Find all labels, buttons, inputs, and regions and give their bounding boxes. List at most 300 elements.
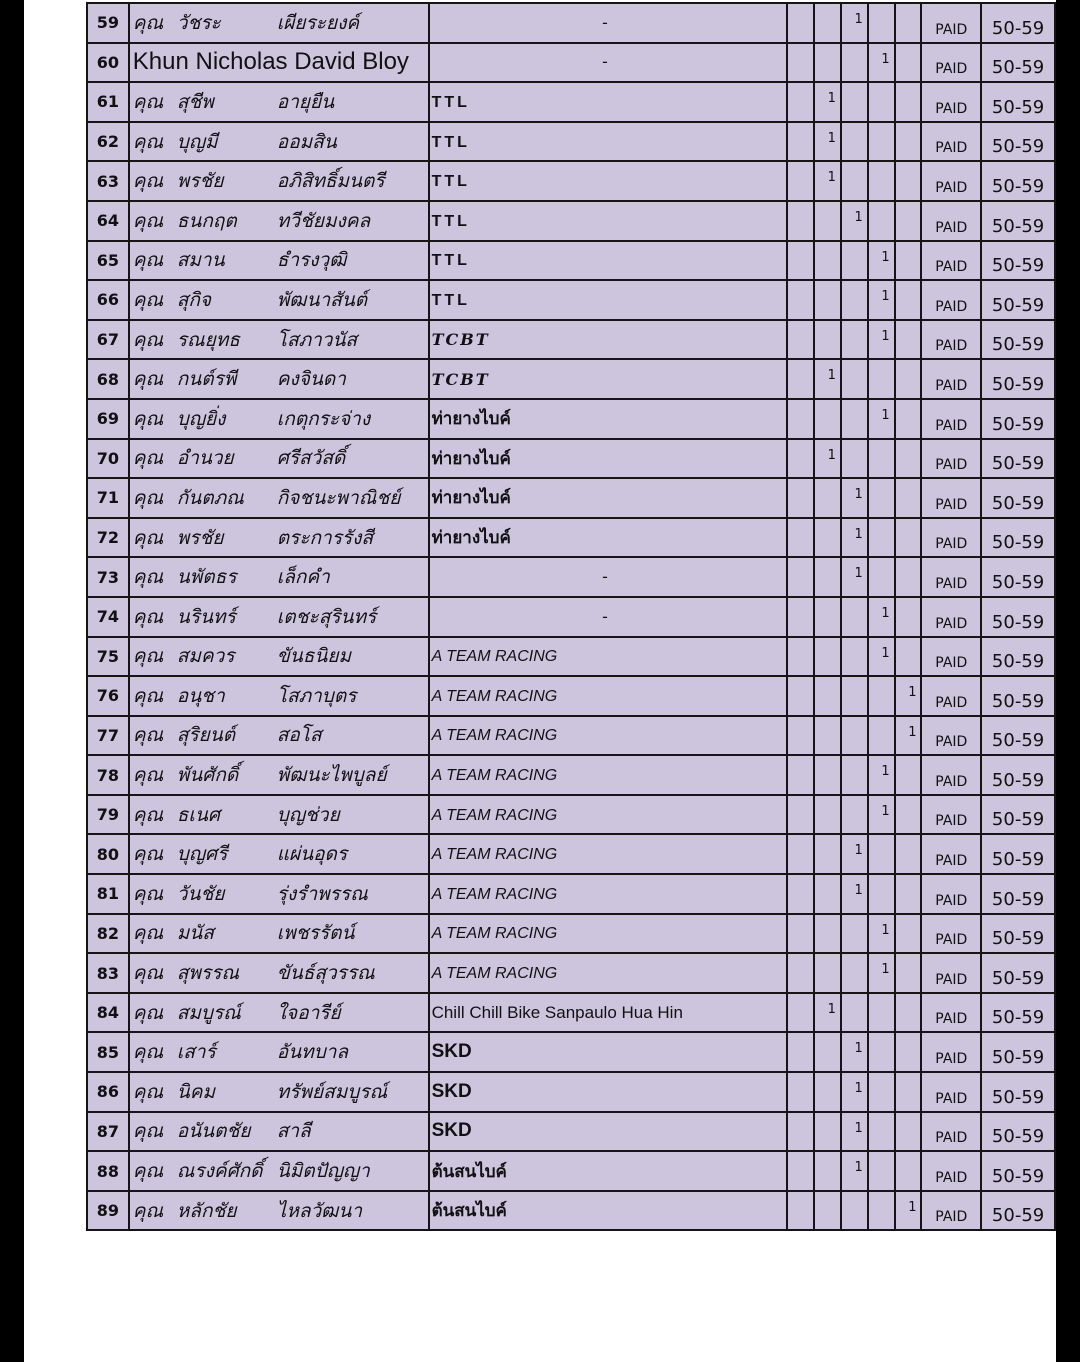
table-row xyxy=(87,716,1055,756)
age-group: 50-59 xyxy=(981,1032,1055,1072)
participant-name xyxy=(129,993,429,1033)
first-name: สุชีพ xyxy=(176,90,214,113)
last-name: เล็กคำ xyxy=(276,566,330,589)
first-name: วันชัย xyxy=(176,882,225,905)
category-mark-cell xyxy=(895,359,922,399)
table-row xyxy=(87,755,1055,795)
name-title: คุณ xyxy=(132,684,164,707)
category-mark-cell xyxy=(787,518,814,558)
participant-name xyxy=(129,320,429,360)
first-name: สุริยนต์ xyxy=(176,724,236,747)
table-row xyxy=(87,518,1055,558)
category-mark: 1 xyxy=(868,597,895,637)
participant-name xyxy=(129,914,429,954)
category-mark-cell xyxy=(895,1032,922,1072)
name-title: คุณ xyxy=(132,803,164,826)
category-mark: 1 xyxy=(841,834,868,874)
participant-name xyxy=(129,1112,429,1152)
age-group: 50-59 xyxy=(981,280,1055,320)
team-label: - xyxy=(602,12,608,32)
age-group: 50-59 xyxy=(981,874,1055,914)
name-title: คุณ xyxy=(132,447,164,470)
category-mark-cell xyxy=(841,82,868,122)
team-name xyxy=(429,161,788,201)
team-name xyxy=(429,478,788,518)
category-mark: 1 xyxy=(868,914,895,954)
last-name: โสภาวนัส xyxy=(276,328,358,351)
age-group: 50-59 xyxy=(981,1112,1055,1152)
team-label: A TEAM RACING xyxy=(431,648,558,666)
participant-name xyxy=(129,1072,429,1112)
row-number: 70 xyxy=(87,439,129,479)
table-row xyxy=(87,795,1055,835)
age-group: 50-59 xyxy=(981,439,1055,479)
age-group: 50-59 xyxy=(981,716,1055,756)
table-row xyxy=(87,874,1055,914)
category-mark-cell xyxy=(814,755,841,795)
last-name: สอโส xyxy=(276,724,322,747)
payment-status: PAID xyxy=(921,280,981,320)
category-mark: 1 xyxy=(868,320,895,360)
category-mark-cell xyxy=(868,993,895,1033)
category-mark-cell xyxy=(868,122,895,162)
category-mark-cell xyxy=(787,874,814,914)
category-mark-cell xyxy=(841,597,868,637)
participant-name xyxy=(129,439,429,479)
last-name: อันทบาล xyxy=(276,1041,349,1064)
category-mark-cell xyxy=(787,3,814,43)
category-mark-cell xyxy=(895,755,922,795)
category-mark-cell xyxy=(787,953,814,993)
category-mark: 1 xyxy=(841,874,868,914)
age-group: 50-59 xyxy=(981,241,1055,281)
team-label: ท่ายางไบค์ xyxy=(431,409,511,430)
team-label: ท่ายางไบค์ xyxy=(431,528,511,549)
name-title: คุณ xyxy=(132,645,164,668)
category-mark-cell xyxy=(868,161,895,201)
category-mark: 1 xyxy=(868,755,895,795)
payment-status: PAID xyxy=(921,43,981,83)
name-title: คุณ xyxy=(132,1001,164,1024)
row-number: 86 xyxy=(87,1072,129,1112)
category-mark-cell xyxy=(841,280,868,320)
category-mark: 1 xyxy=(814,122,841,162)
first-name: นรินทร์ xyxy=(176,605,236,628)
category-mark-cell xyxy=(895,1112,922,1152)
last-name: อายุยืน xyxy=(276,90,335,113)
category-mark-cell xyxy=(895,280,922,320)
last-name: เกตุกระจ่าง xyxy=(276,407,371,430)
name-title: คุณ xyxy=(132,90,164,113)
row-number: 82 xyxy=(87,914,129,954)
category-mark-cell xyxy=(787,676,814,716)
category-mark-cell xyxy=(895,914,922,954)
participant-name xyxy=(129,161,429,201)
last-name: เผียระยงค์ xyxy=(276,11,360,34)
row-number: 75 xyxy=(87,637,129,677)
last-name: รุ่งรำพรรณ xyxy=(276,882,368,905)
category-mark-cell xyxy=(787,1191,814,1231)
category-mark: 1 xyxy=(868,241,895,281)
payment-status: PAID xyxy=(921,834,981,874)
participant-name xyxy=(129,82,429,122)
last-name: บุญช่วย xyxy=(276,803,340,826)
category-mark-cell xyxy=(895,320,922,360)
row-number: 81 xyxy=(87,874,129,914)
age-group: 50-59 xyxy=(981,795,1055,835)
team-label: TTL xyxy=(431,252,470,270)
table-row xyxy=(87,359,1055,399)
name-title: คุณ xyxy=(132,922,164,945)
table-row xyxy=(87,122,1055,162)
payment-status: PAID xyxy=(921,320,981,360)
last-name: โสภาบุตร xyxy=(276,684,357,707)
last-name: ขันธ์สุวรรณ xyxy=(276,962,375,985)
category-mark-cell xyxy=(787,43,814,83)
category-mark-cell xyxy=(895,1072,922,1112)
team-name xyxy=(429,1032,788,1072)
category-mark: 1 xyxy=(814,82,841,122)
category-mark: 1 xyxy=(841,1112,868,1152)
last-name: กิจชนะพาณิชย์ xyxy=(276,486,401,509)
payment-status: PAID xyxy=(921,82,981,122)
table-row xyxy=(87,3,1055,43)
team-name xyxy=(429,399,788,439)
last-name: พัฒนาสันต์ xyxy=(276,288,368,311)
first-name: พรชัย xyxy=(176,526,224,549)
name-title: คุณ xyxy=(132,249,164,272)
category-mark-cell xyxy=(868,1112,895,1152)
first-name: บุญยิ่ง xyxy=(176,407,226,430)
category-mark: 1 xyxy=(841,478,868,518)
age-group: 50-59 xyxy=(981,676,1055,716)
category-mark-cell xyxy=(895,399,922,439)
category-mark: 1 xyxy=(841,557,868,597)
name-title: คุณ xyxy=(132,882,164,905)
team-name xyxy=(429,914,788,954)
table-row xyxy=(87,161,1055,201)
payment-status: PAID xyxy=(921,1072,981,1112)
last-name: พัฒนะไพบูลย์ xyxy=(276,764,387,787)
category-mark-cell xyxy=(841,122,868,162)
category-mark-cell xyxy=(868,874,895,914)
category-mark-cell xyxy=(895,1151,922,1191)
category-mark-cell xyxy=(787,597,814,637)
category-mark-cell xyxy=(787,280,814,320)
age-group: 50-59 xyxy=(981,914,1055,954)
team-label: TCBT xyxy=(431,330,490,350)
full-name: Khun Nicholas David Bloy xyxy=(132,48,409,76)
row-number: 68 xyxy=(87,359,129,399)
participant-name xyxy=(129,874,429,914)
category-mark-cell xyxy=(787,201,814,241)
age-group: 50-59 xyxy=(981,1151,1055,1191)
category-mark-cell xyxy=(868,1151,895,1191)
age-group: 50-59 xyxy=(981,320,1055,360)
first-name: พันศักดิ์ xyxy=(176,764,239,787)
category-mark-cell xyxy=(841,993,868,1033)
category-mark-cell xyxy=(841,320,868,360)
age-group: 50-59 xyxy=(981,518,1055,558)
category-mark-cell xyxy=(895,201,922,241)
age-group: 50-59 xyxy=(981,597,1055,637)
category-mark-cell xyxy=(895,874,922,914)
row-number: 61 xyxy=(87,82,129,122)
category-mark-cell xyxy=(868,201,895,241)
category-mark-cell xyxy=(787,914,814,954)
participant-name xyxy=(129,834,429,874)
category-mark: 1 xyxy=(841,1072,868,1112)
row-number: 62 xyxy=(87,122,129,162)
table-row xyxy=(87,201,1055,241)
category-mark-cell xyxy=(787,1072,814,1112)
name-title: คุณ xyxy=(132,288,164,311)
team-label: ท่ายางไบค์ xyxy=(431,488,511,509)
first-name: ธเนศ xyxy=(176,803,220,826)
team-name xyxy=(429,201,788,241)
last-name: ศรีสวัสดิ์ xyxy=(276,447,346,470)
category-mark: 1 xyxy=(814,359,841,399)
category-mark-cell xyxy=(787,478,814,518)
age-group: 50-59 xyxy=(981,161,1055,201)
category-mark-cell xyxy=(814,1191,841,1231)
participant-name xyxy=(129,755,429,795)
category-mark-cell xyxy=(841,43,868,83)
row-number: 83 xyxy=(87,953,129,993)
age-group: 50-59 xyxy=(981,201,1055,241)
participant-name xyxy=(129,122,429,162)
participant-name xyxy=(129,1032,429,1072)
row-number: 80 xyxy=(87,834,129,874)
team-name xyxy=(429,359,788,399)
payment-status: PAID xyxy=(921,161,981,201)
participant-name xyxy=(129,399,429,439)
category-mark-cell xyxy=(787,359,814,399)
document-page xyxy=(24,0,1056,1362)
row-number: 88 xyxy=(87,1151,129,1191)
category-mark: 1 xyxy=(841,201,868,241)
category-mark-cell xyxy=(895,122,922,162)
name-title: คุณ xyxy=(132,1080,164,1103)
team-name xyxy=(429,834,788,874)
first-name: หลักชัย xyxy=(176,1199,237,1222)
row-number: 84 xyxy=(87,993,129,1033)
table-row xyxy=(87,82,1055,122)
category-mark-cell xyxy=(814,597,841,637)
participant-table xyxy=(86,2,1056,1231)
first-name: ณรงค์ศักดิ์ xyxy=(176,1160,263,1183)
age-group: 50-59 xyxy=(981,1072,1055,1112)
first-name: นพัตธร xyxy=(176,566,237,589)
team-label: TTL xyxy=(431,173,470,191)
category-mark-cell xyxy=(814,201,841,241)
team-label: - xyxy=(602,52,608,72)
category-mark-cell xyxy=(868,716,895,756)
team-name xyxy=(429,1151,788,1191)
participant-name xyxy=(129,597,429,637)
category-mark-cell xyxy=(787,161,814,201)
table-row xyxy=(87,637,1055,677)
team-name xyxy=(429,3,788,43)
first-name: วัชระ xyxy=(176,11,221,34)
category-mark-cell xyxy=(895,795,922,835)
category-mark-cell xyxy=(787,993,814,1033)
team-label: - xyxy=(602,567,608,587)
team-name xyxy=(429,637,788,677)
last-name: ตระการรังสี xyxy=(276,526,373,549)
team-name xyxy=(429,597,788,637)
row-number: 63 xyxy=(87,161,129,201)
name-title: คุณ xyxy=(132,843,164,866)
payment-status: PAID xyxy=(921,1112,981,1152)
name-title: คุณ xyxy=(132,11,164,34)
category-mark-cell xyxy=(814,834,841,874)
category-mark: 1 xyxy=(841,518,868,558)
participant-name xyxy=(129,241,429,281)
payment-status: PAID xyxy=(921,993,981,1033)
team-name xyxy=(429,716,788,756)
category-mark-cell xyxy=(895,241,922,281)
age-group: 50-59 xyxy=(981,1191,1055,1231)
table-row xyxy=(87,834,1055,874)
payment-status: PAID xyxy=(921,597,981,637)
category-mark-cell xyxy=(814,1151,841,1191)
table-row xyxy=(87,1072,1055,1112)
category-mark-cell xyxy=(814,557,841,597)
category-mark-cell xyxy=(841,1191,868,1231)
name-title: คุณ xyxy=(132,209,164,232)
team-name xyxy=(429,795,788,835)
participant-name xyxy=(129,43,429,83)
participant-name xyxy=(129,716,429,756)
category-mark: 1 xyxy=(868,43,895,83)
age-group: 50-59 xyxy=(981,359,1055,399)
category-mark: 1 xyxy=(841,3,868,43)
category-mark-cell xyxy=(841,953,868,993)
table-row xyxy=(87,478,1055,518)
category-mark-cell xyxy=(814,280,841,320)
category-mark-cell xyxy=(787,320,814,360)
table-row xyxy=(87,914,1055,954)
row-number: 74 xyxy=(87,597,129,637)
payment-status: PAID xyxy=(921,1151,981,1191)
team-name xyxy=(429,43,788,83)
row-number: 87 xyxy=(87,1112,129,1152)
last-name: ทวีชัยมงคล xyxy=(276,209,371,232)
first-name: สมาน xyxy=(176,249,225,272)
row-number: 85 xyxy=(87,1032,129,1072)
category-mark-cell xyxy=(868,1191,895,1231)
team-label: A TEAM RACING xyxy=(431,687,558,705)
age-group: 50-59 xyxy=(981,43,1055,83)
team-label: TTL xyxy=(431,133,470,151)
first-name: มนัส xyxy=(176,922,214,945)
payment-status: PAID xyxy=(921,359,981,399)
payment-status: PAID xyxy=(921,716,981,756)
age-group: 50-59 xyxy=(981,993,1055,1033)
team-name xyxy=(429,280,788,320)
category-mark-cell xyxy=(868,1072,895,1112)
category-mark-cell xyxy=(895,834,922,874)
category-mark: 1 xyxy=(868,399,895,439)
participant-name xyxy=(129,1191,429,1231)
category-mark: 1 xyxy=(841,1032,868,1072)
category-mark-cell xyxy=(868,834,895,874)
row-number: 71 xyxy=(87,478,129,518)
last-name: ทรัพย์สมบูรณ์ xyxy=(276,1080,388,1103)
name-title: คุณ xyxy=(132,368,164,391)
participant-name xyxy=(129,1151,429,1191)
last-name: เพชรรัตน์ xyxy=(276,922,355,945)
category-mark-cell xyxy=(787,557,814,597)
category-mark-cell xyxy=(814,399,841,439)
category-mark-cell xyxy=(895,478,922,518)
category-mark-cell xyxy=(868,557,895,597)
age-group: 50-59 xyxy=(981,755,1055,795)
category-mark: 1 xyxy=(841,1151,868,1191)
payment-status: PAID xyxy=(921,201,981,241)
name-title: คุณ xyxy=(132,724,164,747)
table-row xyxy=(87,557,1055,597)
name-title: คุณ xyxy=(132,407,164,430)
category-mark-cell xyxy=(841,161,868,201)
category-mark: 1 xyxy=(895,1191,922,1231)
category-mark-cell xyxy=(841,399,868,439)
first-name: เสาร์ xyxy=(176,1041,216,1064)
last-name: ออมสิน xyxy=(276,130,337,153)
participant-name xyxy=(129,676,429,716)
last-name: สาลี xyxy=(276,1120,311,1143)
first-name: กันตภณ xyxy=(176,486,244,509)
team-name xyxy=(429,518,788,558)
row-number: 66 xyxy=(87,280,129,320)
team-label: ต้นสนไบค์ xyxy=(431,1201,507,1222)
last-name: เตชะสุรินทร์ xyxy=(276,605,377,628)
row-number: 77 xyxy=(87,716,129,756)
age-group: 50-59 xyxy=(981,3,1055,43)
category-mark: 1 xyxy=(868,637,895,677)
table-row xyxy=(87,993,1055,1033)
team-name xyxy=(429,1191,788,1231)
team-label: TTL xyxy=(431,93,470,111)
team-label: A TEAM RACING xyxy=(431,767,558,785)
table-row xyxy=(87,320,1055,360)
team-label: A TEAM RACING xyxy=(431,885,558,903)
payment-status: PAID xyxy=(921,1191,981,1231)
first-name: อนันตชัย xyxy=(176,1120,251,1143)
category-mark-cell xyxy=(895,43,922,83)
name-title: คุณ xyxy=(132,566,164,589)
name-title: คุณ xyxy=(132,1041,164,1064)
team-name xyxy=(429,874,788,914)
participant-name xyxy=(129,795,429,835)
team-name xyxy=(429,953,788,993)
category-mark-cell xyxy=(868,518,895,558)
team-name xyxy=(429,241,788,281)
payment-status: PAID xyxy=(921,241,981,281)
name-title: คุณ xyxy=(132,1120,164,1143)
category-mark-cell xyxy=(895,557,922,597)
last-name: อภิสิทธิ์มนตรี xyxy=(276,170,385,193)
participant-name xyxy=(129,201,429,241)
category-mark-cell xyxy=(814,716,841,756)
age-group: 50-59 xyxy=(981,478,1055,518)
team-label: A TEAM RACING xyxy=(431,846,558,864)
participant-name xyxy=(129,953,429,993)
last-name: ไหลวัฒนา xyxy=(276,1199,362,1222)
team-label: ต้นสนไบค์ xyxy=(431,1161,507,1182)
team-label: SKD xyxy=(431,1120,472,1142)
